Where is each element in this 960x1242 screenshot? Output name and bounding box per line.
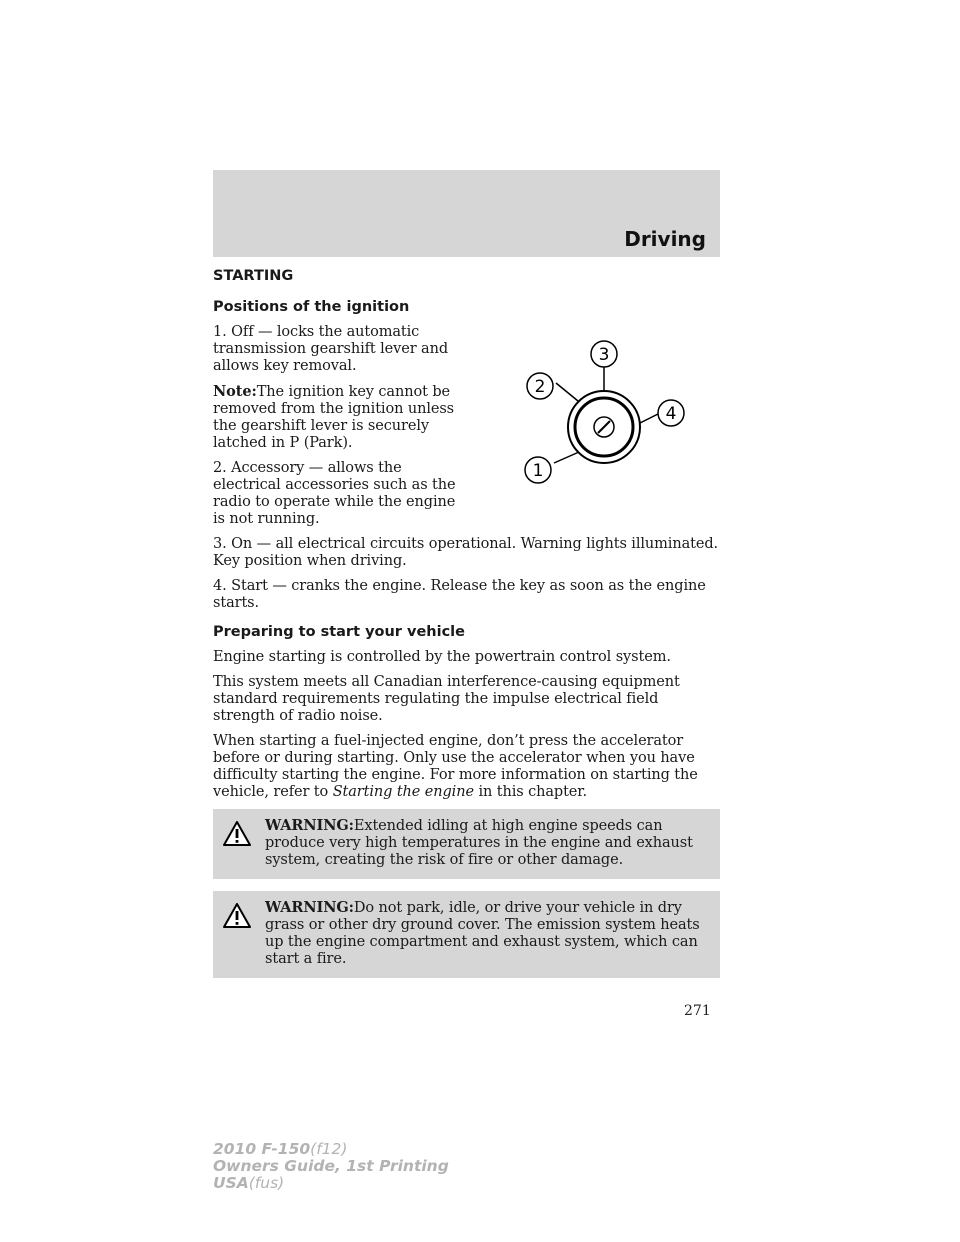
ignition-positions-diagram [510, 335, 690, 495]
warning-triangle-icon [223, 821, 251, 846]
note-paragraph [213, 383, 468, 452]
preparing-text-b: in this chapter. [473, 784, 588, 800]
warning-label: WARNING: [265, 899, 354, 916]
svg-text:2: 2 [534, 377, 546, 397]
preparing-paragraph-2: This system meets all Canadian interference-causing equipment standard requirements regulating the impulse electrical field strength of radio noise. [213, 674, 680, 724]
position-marker-2 [527, 373, 553, 399]
preparing-paragraph-1: Engine starting is controlled by the powertrain control system. [213, 649, 671, 665]
page-header [213, 170, 720, 257]
preparing-paragraph-3 [213, 733, 720, 801]
section-title: Driving [624, 227, 706, 251]
page-number: 271 [684, 1003, 711, 1019]
position-item-accessory: 2. Accessory — allows the electrical accessories such as the radio to operate while the engine is not running. [213, 460, 456, 527]
footer-imprint [213, 1141, 449, 1192]
page-heading: STARTING [213, 268, 294, 284]
position-marker-4 [658, 400, 684, 426]
warning-text-2 [221, 899, 712, 968]
preparing-title: Preparing to start your vehicle [213, 624, 465, 640]
position-item-off: 1. Off — locks the automatic transmission gearshift lever and allows key removal. [213, 324, 449, 374]
warning-body: Extended idling at high engine speeds can produce very high temperatures in the engine and exhaust system, creating the risk of fire or other damage. [265, 818, 693, 868]
position-item-on: 3. On — all electrical circuits operational. Warning lights illuminated. Key position when driving. [213, 536, 719, 569]
warning-box-1 [213, 809, 720, 879]
warning-box-2 [213, 891, 720, 978]
preparing-text-a: When starting a fuel-injected engine, don’t press the accelerator before or during starting. Only use the accelerator when you have difficulty starting the engine. For more information on starting the vehicle, refer to [213, 733, 698, 800]
position-line-1 [554, 452, 579, 463]
footer-line-1: 2010 F-150(f12) [213, 1140, 348, 1158]
warning-label: WARNING: [265, 817, 354, 834]
position-line-2 [556, 383, 578, 401]
position-item-start: 4. Start — cranks the engine. Release the key as soon as the engine starts. [213, 578, 706, 611]
svg-text:1: 1 [532, 461, 544, 481]
warning-triangle-icon [223, 903, 251, 928]
note-label: Note: [213, 383, 257, 400]
footer-line-3: USA(fus) [213, 1174, 285, 1192]
cross-reference-link: Starting the engine [332, 784, 474, 800]
note-text: The ignition key cannot be removed from the ignition unless the gearshift lever is securely latched in P (Park). [213, 384, 455, 451]
warning-text-1 [221, 817, 712, 869]
warning-body: Do not park, idle, or drive your vehicle in dry grass or other dry ground cover. The emission system heats up the engine compartment and exhaust system, which can start a fire. [265, 900, 700, 967]
footer-line-2: Owners Guide, 1st Printing [213, 1157, 449, 1175]
position-line-4 [640, 414, 658, 423]
svg-text:4: 4 [665, 404, 677, 424]
svg-text:3: 3 [598, 345, 610, 365]
position-marker-1 [525, 457, 551, 483]
position-marker-3 [591, 341, 617, 367]
positions-title: Positions of the ignition [213, 299, 410, 315]
